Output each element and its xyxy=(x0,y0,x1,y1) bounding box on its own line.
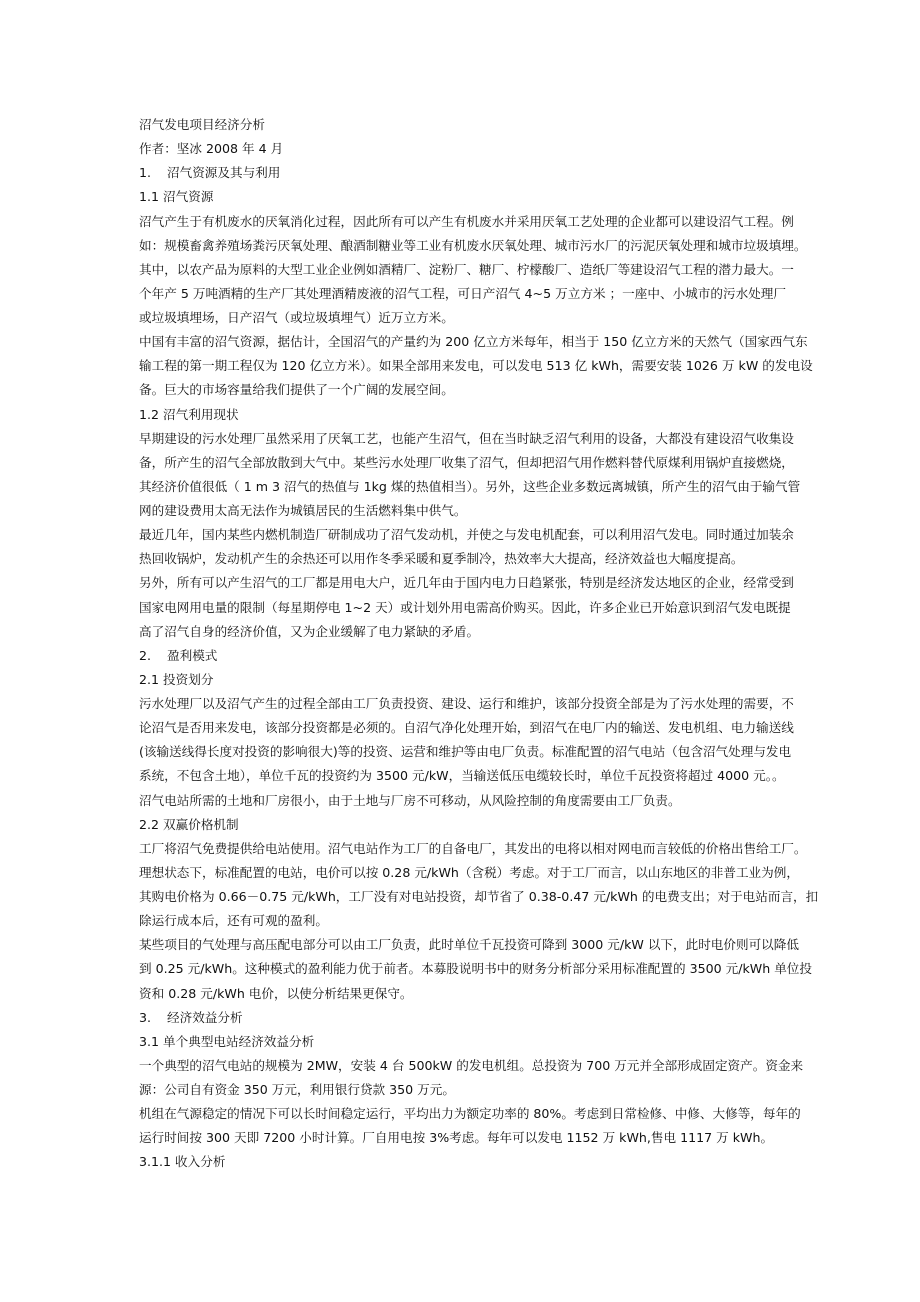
paragraph-line: 污水处理厂以及沼气产生的过程全部由工厂负责投资、建设、运行和维护，该部分投资全部是为了污水处理的需要，不 xyxy=(139,696,794,711)
paragraph-line: 某些项目的气处理与高压配电部分可以由工厂负责，此时单位千瓦投资可降到 3000 元/kW 以下，此时电价则可以降低 xyxy=(139,937,799,953)
section-number: 1. xyxy=(139,165,152,181)
paragraph-line: 工厂将沼气免费提供给电站使用。沼气电站作为工厂的自备电厂，其发出的电将以相对网电而言较低的价格出售给工厂。 xyxy=(139,840,807,856)
section-heading-text: 3.1 单个典型电站经济效益分析 xyxy=(139,1033,315,1049)
paragraph xyxy=(139,692,794,789)
section-heading-text: 1.2 沼气利用现状 xyxy=(139,406,239,422)
section-heading xyxy=(139,1030,786,1054)
paragraph-line: 另外，所有可以产生沼气的工厂都是用电大户，近几年由于国内电力日趋紧张，特别是经济发达地区的企业，经常受到 xyxy=(139,575,794,591)
paragraph xyxy=(139,210,807,331)
paragraph-line: 源：公司自有资金 350 万元，利用银行贷款 350 万元。 xyxy=(139,1082,455,1097)
paragraph-line: 机组在气源稳定的情况下可以长时间稳定运行，平均出力为额定功率的 80%。考虑到日常检修、中修、大修等，每年的 xyxy=(139,1106,801,1122)
paragraph-line: 理想状态下，标准配置的电站，电价可以按 0.28 元/kWh（含税）考虑。对于工厂而言，以山东地区的非普工业为例， xyxy=(139,864,799,880)
paragraph-line: 一个典型的沼气电站的规模为 2MW，安装 4 台 500kW 的发电机组。总投资为 700 万元并全部形成固定资产。资金来 xyxy=(139,1057,804,1073)
section-number: 3. xyxy=(139,1009,152,1025)
paragraph xyxy=(139,571,794,643)
paragraph xyxy=(139,1102,801,1150)
paragraph-line: 备。巨大的市场容量给我们提供了一个广阔的发展空间。 xyxy=(139,382,454,398)
section-heading xyxy=(139,403,786,427)
section-heading xyxy=(139,644,786,668)
paragraph-line: 中国有丰富的沼气资源，据估计，全国沼气的产量约为 200 亿立方米每年，相当于 150 亿立方米的天然气（国家西气东 xyxy=(139,334,808,350)
paragraph-line: 个年产 5 万吨酒精的生产厂其处理酒精废液的沼气工程，可日产沼气 4~5 万立方米 ；一座中、小城市的污水处理厂 xyxy=(139,285,786,301)
section-heading xyxy=(139,1150,786,1174)
document-title: 沼气发电项目经济分析 xyxy=(139,117,265,132)
section-heading xyxy=(139,668,786,692)
paragraph-line: 网的建设费用太高无法作为城镇居民的生活燃料集中供气。 xyxy=(139,503,467,518)
section-heading xyxy=(139,813,786,837)
paragraph-line: 如：规模畜禽养殖场粪污厌氧处理、酿酒制糖业等工业有机废水厌氧处理、城市污水厂的污泥厌氧处理和城市垃圾填埋。 xyxy=(139,237,807,253)
paragraph-line: 其经济价值很低（ 1 m 3 沼气的热值与 1kg 煤的热值相当）。另外，这些企业多数远离城镇，所产生的沼气由于输气管 xyxy=(139,478,801,494)
paragraph-line: 资和 0.28 元/kWh 电价，以使分析结果更保守。 xyxy=(139,985,413,1001)
paragraph-line: 热回收锅炉，发动机产生的余热还可以用作冬季采暖和夏季制冷，热效率大大提高，经济效益也大幅度提高。 xyxy=(139,551,744,567)
paragraph-line: 输工程的第一期工程仅为 120 亿立方米）。如果全部用来发电，可以发电 513 亿 kWh，需要安装 1026 万 kW 的发电设 xyxy=(139,358,813,374)
paragraph-line: 备，所产生的沼气全部放散到大气中。某些污水处理厂收集了沼气，但却把沼气用作燃料替代原煤利用锅炉直接燃烧， xyxy=(139,454,794,470)
paragraph-line: 其中，以农产品为原料的大型工业企业例如酒精厂、淀粉厂、糖厂、柠檬酸厂、造纸厂等建设沼气工程的潜力最大。一 xyxy=(139,261,794,277)
paragraph-line: 或垃圾填埋场，日产沼气（或垃圾填埋气）近万立方米。 xyxy=(139,310,454,325)
paragraph xyxy=(139,789,786,813)
paragraph-line: 论沼气是否用来发电，该部分投资都是必须的。自沼气净化处理开始，到沼气在电厂内的输送、发电机组、电力输送线 xyxy=(139,720,794,736)
document-author: 作者：坚冰 2008 年 4 月 xyxy=(139,141,284,157)
paragraph xyxy=(139,1054,804,1102)
section-heading xyxy=(139,185,786,209)
paragraph xyxy=(139,837,819,934)
paragraph-line: 运行时间按 300 天即 7200 小时计算。厂自用电按 3%考虑。每年可以发电 1152 万 kWh,售电 1117 万 kWh。 xyxy=(139,1130,774,1146)
section-heading-text: 1.1 沼气资源 xyxy=(139,189,214,205)
paragraph xyxy=(139,933,812,1005)
paragraph-line: 国家电网用电量的限制（每星期停电 1~2 天）或计划外用电需高价购买。因此，许多企业已开始意识到沼气发电既提 xyxy=(139,599,791,615)
paragraph-line: 系统，不包含土地），单位千瓦的投资约为 3500 元/kW，当输送低压电缆较长时，单位千瓦投资将超过 4000 元。。 xyxy=(139,768,785,784)
section-heading xyxy=(139,1006,786,1030)
paragraph xyxy=(139,523,794,571)
paragraph-line: 除运行成本后，还有可观的盈利。 xyxy=(139,913,328,929)
document-content xyxy=(139,161,819,1174)
section-heading-text: 2.2 双赢价格机制 xyxy=(139,816,239,832)
section-heading-text: 经济效益分析 xyxy=(167,1009,243,1025)
paragraph-line: 到 0.25 元/kWh。这种模式的盈利能力优于前者。本募股说明书中的财务分析部分采用标准配置的 3500 元/kWh 单位投 xyxy=(139,961,812,977)
paragraph xyxy=(139,427,801,524)
section-heading-text: 沼气资源及其与利用 xyxy=(167,165,281,181)
paragraph-line: 沼气产生于有机废水的厌氧消化过程，因此所有可以产生有机废水并采用厌氧工艺处理的企业都可以建设沼气工程。例 xyxy=(139,213,794,229)
paragraph-line: 高了沼气自身的经济价值，又为企业缓解了电力紧缺的矛盾。 xyxy=(139,623,480,639)
paragraph-line: 沼气电站所需的土地和厂房很小，由于土地与厂房不可移动，从风险控制的角度需要由工厂负责。 xyxy=(139,792,681,808)
document-body xyxy=(139,113,819,1175)
paragraph-line: 其购电价格为 0.66－0.75 元/kWh，工厂没有对电站投资，却节省了 0.38-0.47 元/kWh 的电费支出；对于电站而言，扣 xyxy=(139,889,819,904)
paragraph-line: (该输送线得长度对投资的影响很大)等的投资、运营和维护等由电厂负责。标准配置的沼气电站（包含沼气处理与发电 xyxy=(139,744,792,760)
section-heading xyxy=(139,161,786,185)
paragraph-line: 早期建设的污水处理厂虽然采用了厌氧工艺，也能产生沼气，但在当时缺乏沼气利用的设备，大都没有建设沼气收集设 xyxy=(139,430,794,446)
section-heading-text: 3.1.1 收入分析 xyxy=(139,1154,226,1170)
paragraph xyxy=(139,330,813,402)
paragraph-line: 最近几年，国内某些内燃机制造厂研制成功了沼气发动机，并使之与发电机配套，可以利用沼气发电。同时通过加装余 xyxy=(139,527,794,543)
section-number: 2. xyxy=(139,647,152,663)
section-heading-text: 盈利模式 xyxy=(167,647,218,663)
section-heading-text: 2.1 投资划分 xyxy=(139,671,214,687)
